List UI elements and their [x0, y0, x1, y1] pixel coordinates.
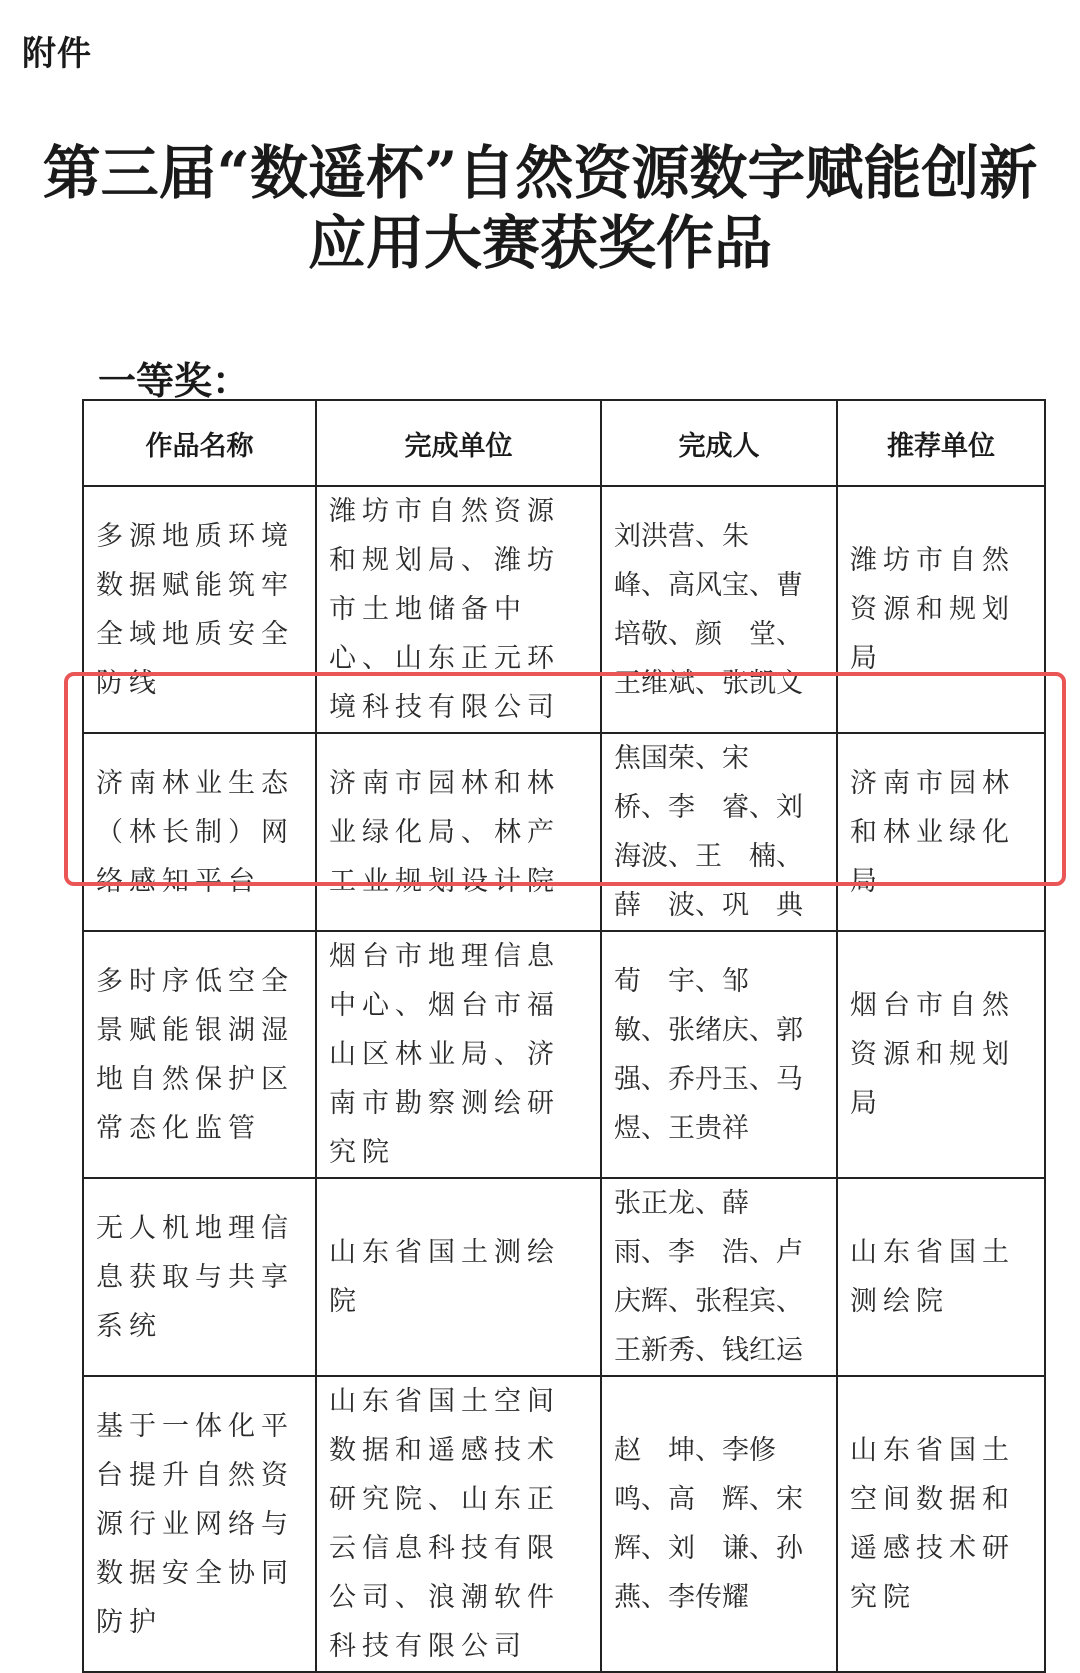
cell-recommender: 潍坊市自然资源和规划局 [837, 486, 1045, 733]
table-row [83, 733, 1045, 931]
title-line-1: 第三届“数遥杯”自然资源数字赋能创新 [42, 139, 1038, 207]
header-unit: 完成单位 [316, 400, 601, 486]
award-level-heading: 一等奖： [98, 358, 251, 403]
header-work-name: 作品名称 [83, 400, 316, 486]
table-row [83, 931, 1045, 1178]
cell-recommender: 烟台市自然资源和规划局 [837, 931, 1045, 1178]
cell-work-name: 多时序低空全景赋能银湖湿地自然保护区常态化监管 [83, 931, 316, 1178]
awards-table [82, 399, 1046, 1673]
cell-people: 赵 坤、李修鸣、高 辉、宋 辉、刘 谦、孙 燕、李传耀 [601, 1376, 837, 1672]
cell-recommender: 山东省国土测绘院 [837, 1178, 1045, 1376]
cell-unit: 烟台市地理信息中心、烟台市福山区林业局、济南市勘察测绘研究院 [316, 931, 601, 1178]
cell-people: 张正龙、薛 雨、李 浩、卢庆辉、张程宾、王新秀、钱红运 [601, 1178, 837, 1376]
attachment-label: 附件 [22, 34, 92, 74]
cell-people: 焦国荣、宋 桥、李 睿、刘海波、王 楠、薛 波、巩 典 [601, 733, 837, 931]
page-title [0, 138, 1080, 278]
cell-work-name: 基于一体化平台提升自然资源行业网络与数据安全协同防护 [83, 1376, 316, 1672]
cell-work-name: 济南林业生态（林长制）网络感知平台 [83, 733, 316, 931]
cell-people: 荀 宇、邹 敏、张绪庆、郭 强、乔丹玉、马 煜、王贵祥 [601, 931, 837, 1178]
cell-unit: 潍坊市自然资源和规划局、潍坊市土地储备中心、山东正元环境科技有限公司 [316, 486, 601, 733]
table-header-row [83, 400, 1045, 486]
header-recommender: 推荐单位 [837, 400, 1045, 486]
cell-work-name: 多源地质环境数据赋能筑牢全域地质安全防线 [83, 486, 316, 733]
table-row [83, 486, 1045, 733]
cell-recommender: 山东省国土空间数据和遥感技术研究院 [837, 1376, 1045, 1672]
table-row [83, 1376, 1045, 1672]
cell-work-name: 无人机地理信息获取与共享系统 [83, 1178, 316, 1376]
cell-people: 刘洪营、朱 峰、高风宝、曹培敬、颜 堂、王维斌、张凯文 [601, 486, 837, 733]
cell-recommender: 济南市园林和林业绿化局 [837, 733, 1045, 931]
cell-unit: 山东省国土测绘院 [316, 1178, 601, 1376]
cell-unit: 济南市园林和林业绿化局、林产工业规划设计院 [316, 733, 601, 931]
header-people: 完成人 [601, 400, 837, 486]
cell-unit: 山东省国土空间数据和遥感技术研究院、山东正云信息科技有限公司、浪潮软件科技有限公司 [316, 1376, 601, 1672]
title-line-2: 应用大赛获奖作品 [307, 209, 772, 277]
table-row [83, 1178, 1045, 1376]
